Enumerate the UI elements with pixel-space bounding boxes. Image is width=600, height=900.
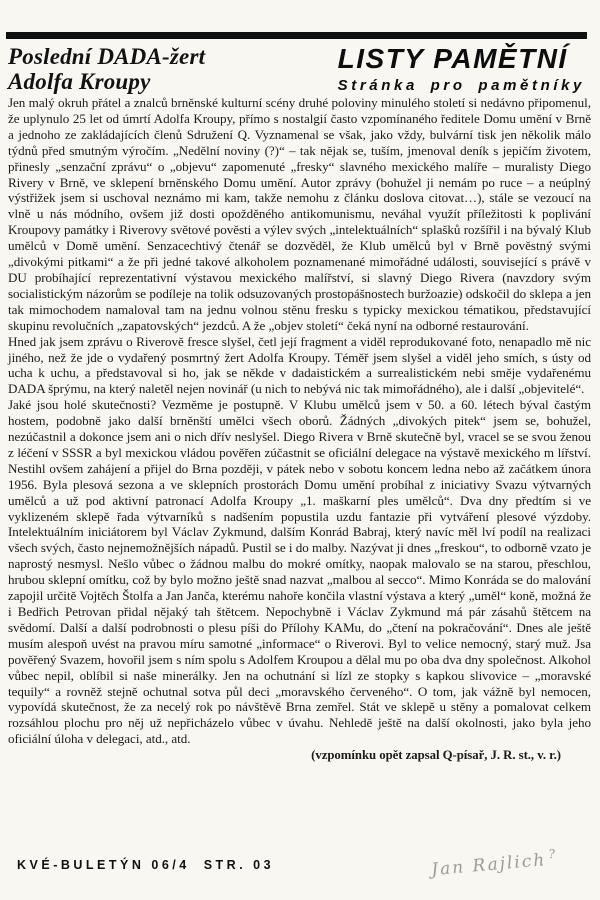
bulletin-issue-label: KVÉ-BULETÝN 06/4: [17, 858, 190, 872]
article-title-line1: Poslední DADA-žert: [8, 44, 206, 69]
page-number-label: STR. 03: [203, 858, 275, 872]
article-paragraph-1: Jen malý okruh přátel a znalců brněnské kulturní scény druhé poloviny minulého století si nedávno připomenul, že uplynulo 25 let od úmrtí Adolfa Kroupy, přímo s nostalgií často vzpomínaného ředitele Domu umění v Brně a jednoho ze zakládajících členů Sdružení Q. Vyznamenal se však, jako vždy, bulvární tisk jen několik málo týdnů před smutným výročím. „Nedělní noviny (?)“ – tak nějak se, tuším, jmenoval deník s jepičím životem, přinesly „senzační zprávu“ o „objevu“ zapomenuté „fresky“ slavného mexického malíře – muralisty Diego Rivery v Brně, ve sklepení brněnského Domu umění. Autor zprávy (bohužel ji nemám po ruce – a neúplný výstřižek jsem si uschoval neznámo mi kam, takže nemohu z článku doslova citovat…), stále se vezoucí na vlně u nás módního, ovšem již dosti opožděného antikomunismu, neváhal využít příležitosti k poplivání Kroupovy památky i Riverovy světové pověsti a výlev svých „intelektuálních“ splašků rozšířil i na bývalý Klub umělců v Domě umění. Senzacechtivý čtenář se dozvěděl, že Klub umělců byl v Brně pověstný svými „divokými pitkami“ a že při jedné takové alkoholem poznamenané mimořádné události, související s právě v DU probíhající reprezentativní výstavou mexického malířství, si slavný Diego Rivera (navzdory svým socialistickým názorům se podíleje na tolik odsuzovaných prostopášnostech buržoazie) odskočil do sklepa a jen tak mimochodem namaloval tam na jednu volnou stěnu fresku s typicky mexickou tématikou, představující skupinu revolučních „zapatovských“ jezdců. A že „objev století“ čeká nyní na odborné restaurování.: [8, 95, 591, 333]
article-paragraph-2: Hned jak jsem zprávu o Riverově fresce slyšel, četl její fragment a viděl reprodukované foto, nenapadlo mě nic jiného, než že jde o vydařený posmrtný žert Adolfa Kroupy. Téměř jsem slyšel a viděl jeho smích, s ústy od ucha k uchu, a představoval si ho, jak se někde v dadaistickém a surrealistickém nebi směje vydařenému DADA šprýmu, na který naletěl nejen novinář (u nich to nebývá nic tak mimořádného), ale i další „objevitelé“.: [8, 333, 591, 397]
article-title: [8, 44, 205, 95]
masthead-title: LISTY PAMĚTNÍ: [337, 43, 568, 74]
article-paragraph-3: Jaké jsou holé skutečnosti? Vezměme je postupně. V Klubu umělců jsem v 50. a 60. létech býval častým hostem, podobně jako další brněnští umělci všech oborů. Žádných „divokých pitek“ jsem se, bohužel, nezúčastnil a dokonce jsem ani o nich dřív neslyšel. Diego Rivera v Brně skutečně byl, vracel se se svou ženou z léčení v SSSR a byl mexickou vládou pověřen zúčastnit se oficiální delegace na výstavě mexického m lířství. Nestihl ovšem zahájení a přijel do Brna později, v pátek nebo v sobotu koncem ledna nebo až začátkem února 1956. Byla plesová sezona a ve sklepních prostorách Domu umění probíhal z iniciativy Svazu výtvarných umělců a už pod aktivní patronací Adolfa Kroupy „1. maškarní ples umělců“. Dva dny předtím si ve vyklizeném sklepě řada výtvarníků s nadšením popustila uzdu fantazie při vytváření plesové výzdoby. Intelektuálním iniciátorem byl Václav Zykmund, dalším Konrád Babraj, který navíc měl lví podíl na realizaci všech svých, často nejnemožnějších nápadů. Pustil se i do malby. Nazývat ji dnes „freskou“, to odborně vzato je naprostý nesmysl. Nešlo vůbec o žádnou malbu do mokré omítky, naopak malovalo se na starou, přeschlou, hrubou sklepní omítku, což by bylo možno ještě snad nazvat „malbou al secco“. Mimo Konráda se do malování zapojil určitě Vojtěch Štolfa a Jan Janča, kterému nahoře končila vlastní výstava a který „uměl“ koně, možná že i Bedřich Petrovan přidal nějaký tah štětcem. Nepochybně i Václav Zykmund má pár zásahů štětcem na svědomí. Další a další podrobnosti o plesu píši do Přílohy KAMu, do „čtení na pokračování“. Dnes ale ještě musím alespoň uvést na pravou míru samotné „informace“ o Riverovi. Byl to velice nemocný, starý muž. Jsa pověřený Svazem, hovořil jsem s ním spolu s Adolfem Kroupou a dělal mu po oba dva dny společnost. Alkohol vůbec nepil, oblíbil si naše minerálky. Jen na ochutnání si lízl ze stopky s kapkou slivovice – „moravské tequily“ a rovněž stejně ochutnal sotva půl deci „moravského červeného“. O tom, jak vážně byl nemocen, vypovídá skutečnost, že za necelý rok po návštěvě Brna zemřel. Stát ve sklepě u stěny a pomalovat celkem rozsáhlou plochu pro něj už nepřicházelo vůbec v úvahu. Nehledě ještě na další okolnosti, jako byla jeho oficiální úloha v delegaci, atd., atd.: [8, 397, 591, 747]
handwritten-note: [431, 847, 559, 881]
handwritten-question-mark: ?: [548, 846, 558, 862]
article-byline: (vzpomínku opět zapsal Q-písař, J. R. st., v. r.): [311, 748, 561, 763]
footer-issue-line: [17, 858, 274, 872]
handwritten-name: Jan Rajlich: [430, 850, 548, 881]
masthead-subtitle: Stránka pro pamětníky: [337, 77, 585, 95]
masthead-block: [338, 44, 587, 94]
page-header: [8, 44, 587, 95]
article-body: [8, 95, 591, 764]
article-title-line2: Adolfa Kroupy: [8, 69, 151, 95]
top-rule: [6, 32, 587, 39]
